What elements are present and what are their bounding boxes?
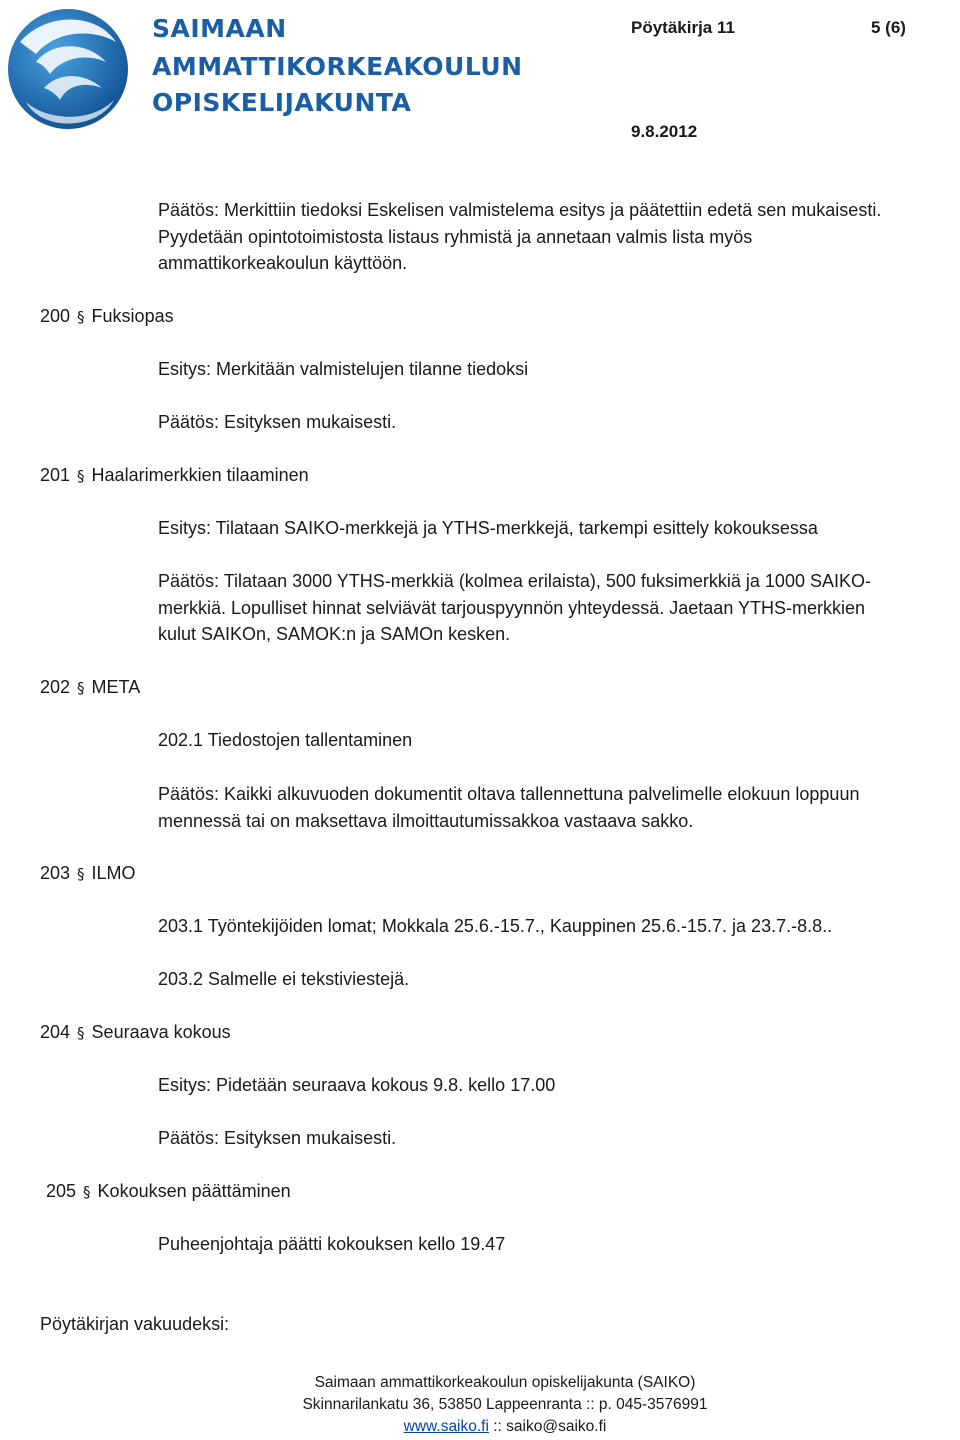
footer-contacts bbox=[0, 1416, 960, 1438]
proposal-200: Esitys: Merkitään valmistelujen tilanne tiedoksi bbox=[158, 359, 529, 379]
prev-section-decision bbox=[158, 197, 948, 277]
proposal-204: Esitys: Pidetään seuraava kokous 9.8. kello 17.00 bbox=[158, 1075, 556, 1095]
saiko-logo-icon bbox=[6, 2, 130, 136]
section-heading-202 bbox=[40, 674, 140, 702]
org-name-line-3: OPISKELIJAKUNTA bbox=[152, 88, 412, 117]
document-date: 9.8.2012 bbox=[631, 122, 698, 141]
section-title: Kokouksen päättäminen bbox=[97, 1181, 291, 1201]
subsection-203-1: 203.1 Työntekijöiden lomat; Mokkala 25.6.-15.7., Kauppinen 25.6.-15.7. ja 23.7.-8.8.. bbox=[158, 916, 833, 936]
section-number: 205 bbox=[46, 1181, 77, 1201]
decision-line: Päätös: Merkittiin tiedoksi Eskelisen valmistelema esitys ja päätettiin edetä sen mukaisesti. bbox=[158, 200, 882, 220]
section-title: Seuraava kokous bbox=[91, 1022, 231, 1042]
section-symbol: § bbox=[83, 1183, 91, 1201]
section-title: META bbox=[91, 677, 141, 697]
decision-line: merkkiä. Lopulliset hinnat selviävät tarjouspyynnön yhteydessä. Jaetaan YTHS-merkkien bbox=[158, 597, 866, 618]
footer-address: Skinnarilankatu 36, 53850 Lappeenranta :: p. 045-3576991 bbox=[302, 1396, 708, 1413]
closing-statement: Puheenjohtaja päätti kokouksen kello 19.47 bbox=[158, 1234, 506, 1254]
section-symbol: § bbox=[77, 467, 85, 485]
decision-line: kulut SAIKOn, SAMOK:n ja SAMOn kesken. bbox=[158, 624, 511, 644]
section-heading-204 bbox=[40, 1019, 231, 1047]
subsection-203-2: 203.2 Salmelle ei tekstiviestejä. bbox=[158, 969, 410, 989]
decision-201 bbox=[158, 568, 948, 648]
page-number: 5 (6) bbox=[871, 18, 906, 37]
section-number: 202 bbox=[40, 677, 71, 697]
section-symbol: § bbox=[77, 865, 85, 883]
decision-line: Päätös: Tilataan 3000 YTHS-merkkiä (kolmea erilaista), 500 fuksimerkkiä ja 1000 SAIKO- bbox=[158, 571, 871, 591]
section-heading-203 bbox=[40, 860, 136, 888]
footer-org-name: Saimaan ammattikorkeakoulun opiskelijakunta (SAIKO) bbox=[314, 1374, 696, 1391]
decision-202 bbox=[158, 781, 948, 834]
section-heading-200 bbox=[40, 303, 174, 331]
section-number: 204 bbox=[40, 1022, 71, 1042]
section-symbol: § bbox=[77, 308, 85, 326]
section-heading-201 bbox=[40, 462, 309, 490]
document-label: Pöytäkirja 11 bbox=[631, 18, 735, 37]
section-number: 201 bbox=[40, 465, 71, 485]
website-link[interactable]: www.saiko.fi bbox=[403, 1418, 489, 1435]
section-symbol: § bbox=[77, 679, 85, 697]
signature-caption: Pöytäkirjan vakuudeksi: bbox=[40, 1314, 230, 1334]
org-name-line-2: AMMATTIKORKEAKOULUN bbox=[152, 52, 523, 81]
footer-separator: :: bbox=[488, 1418, 507, 1435]
decision-line: Pyydetään opintotoimistosta listaus ryhmistä ja annetaan valmis lista myös bbox=[158, 226, 753, 247]
decision-line: mennessä tai on maksettava ilmoittautumissakkoa vastaava sakko. bbox=[158, 810, 694, 831]
section-title: Fuksiopas bbox=[91, 306, 174, 326]
decision-204: Päätös: Esityksen mukaisesti. bbox=[158, 1128, 397, 1148]
proposal-201: Esitys: Tilataan SAIKO-merkkejä ja YTHS-merkkejä, tarkempi esittely kokouksessa bbox=[158, 518, 818, 538]
subsection-202-1: 202.1 Tiedostojen tallentaminen bbox=[158, 730, 413, 750]
section-title: ILMO bbox=[91, 863, 136, 883]
org-name-line-1: SAIMAAN bbox=[152, 14, 287, 43]
section-number: 200 bbox=[40, 306, 71, 326]
section-symbol: § bbox=[77, 1024, 85, 1042]
decision-line: ammattikorkeakoulun käyttöön. bbox=[158, 253, 408, 273]
section-heading-205 bbox=[46, 1178, 291, 1206]
decision-line: Päätös: Kaikki alkuvuoden dokumentit oltava tallennettuna palvelimelle elokuun loppuun bbox=[158, 784, 860, 804]
footer bbox=[0, 1372, 960, 1438]
decision-200: Päätös: Esityksen mukaisesti. bbox=[158, 412, 397, 432]
section-title: Haalarimerkkien tilaaminen bbox=[91, 465, 309, 485]
footer-email: saiko@saiko.fi bbox=[506, 1418, 607, 1435]
section-number: 203 bbox=[40, 863, 71, 883]
